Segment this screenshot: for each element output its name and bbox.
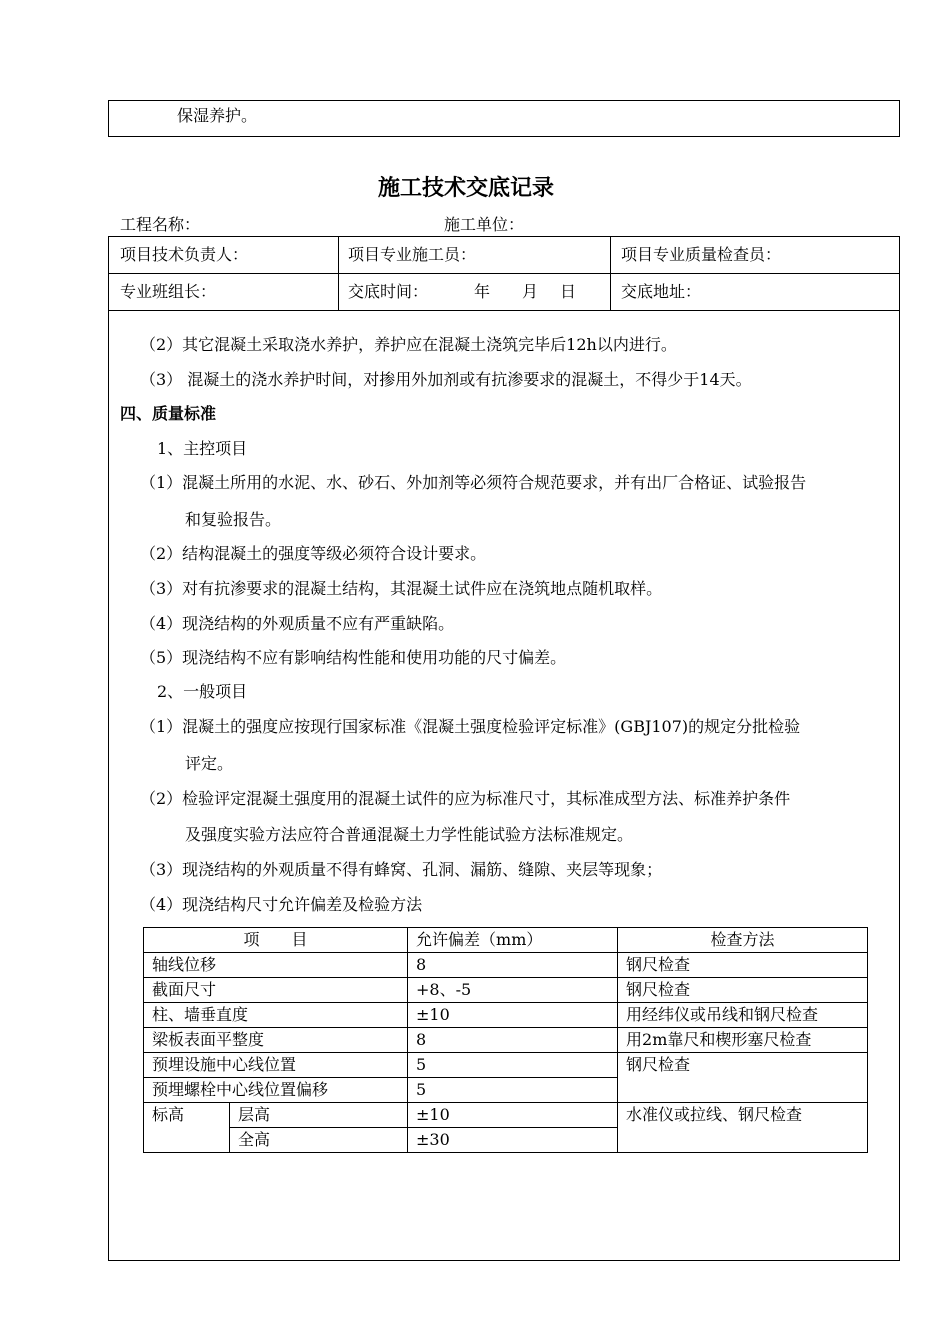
row-tolerance: ±10 (408, 1103, 618, 1128)
general-item-2-line-1: （2）检验评定混凝土强度用的混凝土试件的应为标准尺寸，其标准成型方法、标准养护条件 (140, 789, 791, 808)
table-row (144, 978, 868, 1003)
main-item-2: （2）结构混凝土的强度等级必须符合设计要求。 (140, 544, 487, 563)
row-method: 用2m靠尺和楔形塞尺检查 (618, 1028, 868, 1053)
construction-unit-label: 施工单位： (444, 215, 525, 234)
row-subitem: 层高 (230, 1103, 408, 1128)
subheading-general: 2、一般项目 (157, 682, 248, 701)
row-item: 预埋螺栓中心线位置偏移 (144, 1078, 408, 1103)
row-tolerance: 8 (408, 1028, 618, 1053)
table-row (144, 1053, 868, 1078)
section-heading-quality: 四、质量标准 (120, 404, 217, 423)
row-item: 标高 (144, 1103, 230, 1153)
table-row (144, 1103, 868, 1128)
day-label: 日 (560, 282, 577, 301)
subheading-main-control: 1、主控项目 (157, 439, 248, 458)
main-item-3: （3）对有抗渗要求的混凝土结构，其混凝土试件应在浇筑地点随机取样。 (140, 579, 663, 598)
header-method: 检查方法 (618, 928, 868, 953)
general-item-4: （4）现浇结构尺寸允许偏差及检验方法 (140, 895, 423, 914)
handover-address-label: 交底地址： (621, 282, 702, 301)
main-item-5: （5）现浇结构不应有影响结构性能和使用功能的尺寸偏差。 (140, 648, 567, 667)
team-leader-label: 专业班组长： (120, 282, 217, 301)
main-item-1-line-2: 和复验报告。 (185, 510, 282, 529)
tech-lead-label: 项目技术负责人： (120, 245, 249, 264)
table-row (144, 1028, 868, 1053)
table-header-row (144, 928, 868, 953)
project-name-label: 工程名称： (120, 215, 201, 234)
row-item: 预埋设施中心线位置 (144, 1053, 408, 1078)
construction-staff-label: 项目专业施工员： (348, 245, 477, 264)
row-method: 钢尺检查 (618, 978, 868, 1003)
prev-page-text: 保湿养护。 (177, 106, 258, 125)
paragraph-curing-3: （3） 混凝土的浇水养护时间，对掺用外加剂或有抗渗要求的混凝土，不得少于14天。 (140, 370, 752, 389)
tolerance-table (143, 927, 868, 1153)
row-item: 梁板表面平整度 (144, 1028, 408, 1053)
row-method: 水准仪或拉线、钢尺检查 (618, 1103, 868, 1153)
row-subitem: 全高 (230, 1128, 408, 1153)
header-col-divider-1 (338, 236, 339, 310)
row-tolerance: 8 (408, 953, 618, 978)
general-item-2-line-2: 及强度实验方法应符合普通混凝土力学性能试验方法标准规定。 (185, 825, 634, 844)
header-item: 项 目 (144, 928, 408, 953)
general-item-1-line-1: （1）混凝土的强度应按现行国家标准《混凝土强度检验评定标准》(GBJ107)的规定分批检验 (140, 717, 801, 736)
header-row-divider (108, 273, 900, 274)
paragraph-curing-2: （2）其它混凝土采取浇水养护，养护应在混凝土浇筑完毕后12h以内进行。 (140, 335, 677, 354)
row-tolerance: 5 (408, 1053, 618, 1078)
row-method: 钢尺检查 (618, 953, 868, 978)
main-item-4: （4）现浇结构的外观质量不应有严重缺陷。 (140, 614, 455, 633)
general-item-3: （3）现浇结构的外观质量不得有蜂窝、孔洞、漏筋、缝隙、夹层等现象； (140, 860, 663, 879)
table-row (144, 1003, 868, 1028)
quality-inspector-label: 项目专业质量检查员： (621, 245, 782, 264)
row-tolerance: ±10 (408, 1003, 618, 1028)
main-item-1-line-1: （1）混凝土所用的水泥、水、砂石、外加剂等必须符合规范要求，并有出厂合格证、试验报告 (140, 473, 807, 492)
header-tolerance: 允许偏差（mm） (408, 928, 618, 953)
handover-time-label: 交底时间： (348, 282, 429, 301)
row-method: 钢尺检查 (618, 1053, 868, 1103)
header-col-divider-2 (610, 236, 611, 310)
month-label: 月 (522, 282, 539, 301)
row-tolerance: 5 (408, 1078, 618, 1103)
year-label: 年 (474, 282, 491, 301)
row-item: 轴线位移 (144, 953, 408, 978)
page-title: 施工技术交底记录 (378, 175, 555, 201)
row-item: 截面尺寸 (144, 978, 408, 1003)
general-item-1-line-2: 评定。 (185, 754, 234, 773)
row-method: 用经纬仪或吊线和钢尺检查 (618, 1003, 868, 1028)
row-tolerance: ±30 (408, 1128, 618, 1153)
row-tolerance: +8、-5 (408, 978, 618, 1003)
header-bottom-divider (108, 310, 900, 311)
table-row (144, 953, 868, 978)
row-item: 柱、墙垂直度 (144, 1003, 408, 1028)
